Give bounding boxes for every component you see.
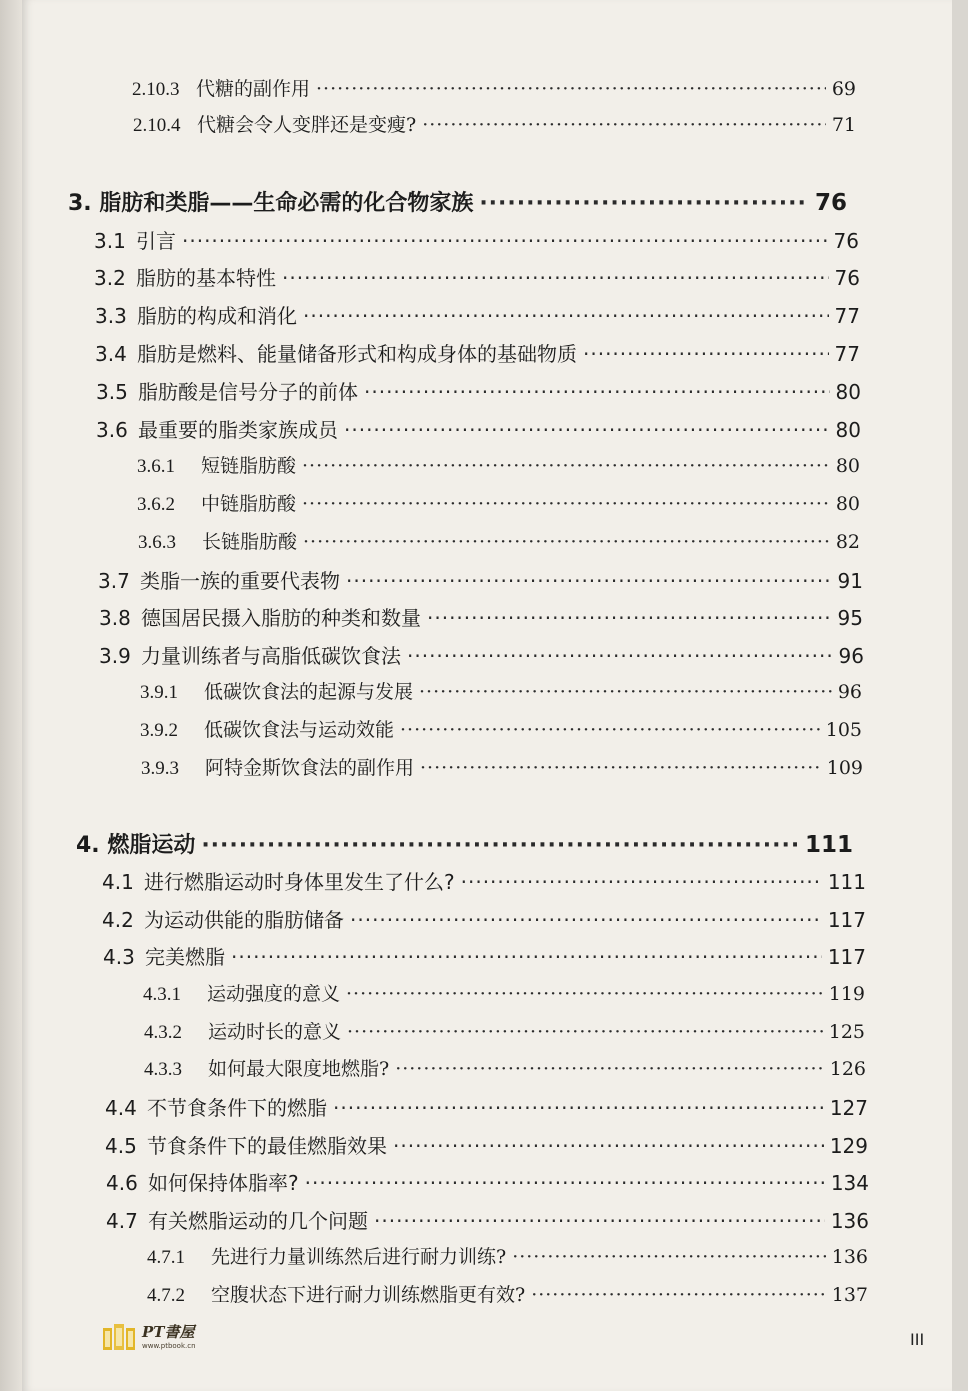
leader-dots <box>305 1171 825 1195</box>
page-number: III <box>910 1330 925 1349</box>
page-ref: 77 <box>834 342 860 366</box>
toc-entry <box>106 1205 869 1234</box>
toc-entry <box>133 110 856 137</box>
page-ref: 76 <box>833 229 859 253</box>
section-number: 4.5 <box>105 1134 137 1158</box>
section-number: 3.6.1 <box>137 456 175 477</box>
toc-entry <box>105 1092 868 1121</box>
toc-entry <box>138 527 860 554</box>
page-ref: 136 <box>830 1209 869 1233</box>
section-title: 4. 燃脂运动 <box>76 833 196 858</box>
toc-entry <box>98 565 863 594</box>
leader-dots <box>531 1284 826 1306</box>
section-number: 2.10.3 <box>132 79 180 100</box>
toc-entry <box>102 904 866 933</box>
section-title: 代糖的副作用 <box>196 78 311 100</box>
toc-entry <box>143 979 865 1006</box>
leader-dots <box>420 757 821 779</box>
page-ref: 117 <box>827 945 866 969</box>
section-title: 3. 脂肪和类脂——生命必需的化合物家族 <box>68 191 474 216</box>
page-ref: 71 <box>831 114 856 136</box>
section-title: 进行燃脂运动时身体里发生了什么? <box>144 870 455 894</box>
section-number: 3.5 <box>96 380 128 404</box>
section-title: 先进行力量训练然后进行耐力训练? <box>211 1246 507 1268</box>
toc-entry <box>95 300 860 329</box>
leader-dots <box>461 870 822 894</box>
section-title: 阿特金斯饮食法的副作用 <box>205 757 415 779</box>
page-ref: 82 <box>835 531 860 553</box>
section-title: 力量训练者与高脂低碳饮食法 <box>141 644 401 668</box>
section-number: 3.1 <box>94 229 126 253</box>
section-title: 空腹状态下进行耐力训练燃脂更有效? <box>211 1284 526 1306</box>
page-ref: 80 <box>835 455 860 477</box>
toc-page <box>22 0 952 1391</box>
section-number: 3.9.1 <box>140 682 178 703</box>
leader-dots <box>302 493 830 515</box>
section-title: 节食条件下的最佳燃脂效果 <box>147 1134 387 1158</box>
toc-entry <box>105 1130 868 1159</box>
page-ref: 129 <box>829 1134 868 1158</box>
section-title: 脂肪是燃料、能量储备形式和构成身体的基础物质 <box>137 342 577 366</box>
section-title: 运动强度的意义 <box>207 983 341 1005</box>
page-ref: 76 <box>814 190 847 216</box>
toc-entry <box>99 640 864 669</box>
page-ref: 69 <box>831 78 856 100</box>
section-number: 3.6 <box>96 418 128 442</box>
section-number: 3.6.2 <box>137 494 175 515</box>
section-number: 4.7.1 <box>147 1247 185 1268</box>
page-ref: 119 <box>828 983 865 1005</box>
page-ref: 109 <box>826 757 863 779</box>
toc-entry <box>95 338 860 367</box>
section-title: 完美燃脂 <box>145 945 225 969</box>
leader-dots <box>419 681 832 703</box>
section-number: 2.10.4 <box>133 115 181 136</box>
toc-entry <box>106 1167 869 1196</box>
logo-url: www.ptbook.cn <box>142 1341 196 1350</box>
page-ref: 91 <box>837 569 863 593</box>
leader-dots <box>393 1134 824 1158</box>
section-title: 中链脂肪酸 <box>201 493 297 515</box>
page-ref: 134 <box>830 1171 869 1195</box>
section-title: 代糖会令人变胖还是变瘦? <box>197 114 417 136</box>
leader-dots <box>350 908 822 932</box>
page-ref: 95 <box>837 606 863 630</box>
section-title: 脂肪的构成和消化 <box>137 304 297 328</box>
page-ref: 136 <box>831 1246 868 1268</box>
section-title: 为运动供能的脂肪储备 <box>144 908 344 932</box>
section-number: 3.9 <box>99 644 131 668</box>
section-number: 4.4 <box>105 1096 137 1120</box>
section-number: 4.1 <box>102 870 134 894</box>
section-title: 德国居民摄入脂肪的种类和数量 <box>141 606 421 630</box>
page-ref: 77 <box>834 304 860 328</box>
leader-dots <box>344 418 830 442</box>
section-number: 4.3.3 <box>144 1059 182 1080</box>
section-title: 最重要的脂类家族成员 <box>138 418 338 442</box>
leader-dots <box>346 569 832 593</box>
section-title: 长链脂肪酸 <box>202 531 298 553</box>
page-ref: 137 <box>831 1284 868 1306</box>
toc-entry <box>94 225 859 254</box>
page-ref: 80 <box>835 493 860 515</box>
toc-entry <box>141 753 863 780</box>
section-number: 4.6 <box>106 1171 138 1195</box>
toc-entry <box>68 186 847 217</box>
toc-entry <box>137 489 860 516</box>
section-title: 类脂一族的重要代表物 <box>140 569 340 593</box>
page-ref: 105 <box>825 719 862 741</box>
section-title: 不节食条件下的燃脂 <box>147 1096 327 1120</box>
leader-dots <box>407 644 833 668</box>
logo-title: PT書屋 <box>142 1322 195 1341</box>
publisher-logo <box>102 1322 196 1352</box>
leader-dots <box>201 833 799 858</box>
page-ref: 80 <box>835 418 861 442</box>
toc-entry <box>144 1054 866 1081</box>
toc-entry <box>144 1017 865 1044</box>
leader-dots <box>333 1096 824 1120</box>
leader-dots <box>182 229 828 253</box>
section-number: 4.2 <box>102 908 134 932</box>
section-number: 4.7.2 <box>147 1285 185 1306</box>
leader-dots <box>282 266 829 290</box>
leader-dots <box>303 531 830 553</box>
leader-dots <box>395 1058 824 1080</box>
toc-entry <box>94 262 860 291</box>
toc-entry <box>147 1242 868 1269</box>
section-number: 4.3.1 <box>143 984 181 1005</box>
section-number: 3.2 <box>94 266 126 290</box>
toc-entry <box>102 866 866 895</box>
section-number: 4.3 <box>103 945 135 969</box>
toc-entry <box>147 1280 868 1307</box>
leader-dots <box>422 114 826 136</box>
section-title: 脂肪的基本特性 <box>136 266 276 290</box>
leader-dots <box>303 304 829 328</box>
toc-entry <box>140 677 862 704</box>
leader-dots <box>479 191 809 216</box>
page-ref: 126 <box>829 1058 866 1080</box>
toc-entry <box>76 828 853 859</box>
section-title: 如何保持体脂率? <box>148 1171 299 1195</box>
toc-entry <box>103 941 866 970</box>
page-ref: 96 <box>838 644 864 668</box>
page-ref: 96 <box>837 681 862 703</box>
section-title: 短链脂肪酸 <box>201 455 297 477</box>
section-number: 3.7 <box>98 569 130 593</box>
page-ref: 117 <box>827 908 866 932</box>
toc-entry <box>99 602 863 631</box>
leader-dots <box>512 1246 826 1268</box>
book-gutter <box>0 0 22 1391</box>
page-ref: 111 <box>804 832 853 858</box>
page-ref: 125 <box>828 1021 865 1043</box>
section-title: 引言 <box>136 229 176 253</box>
leader-dots <box>374 1209 825 1233</box>
toc-entry <box>140 715 862 742</box>
section-number: 3.9.2 <box>140 720 178 741</box>
toc-entry <box>96 414 861 443</box>
section-number: 3.4 <box>95 342 127 366</box>
page-ref: 127 <box>829 1096 868 1120</box>
leader-dots <box>302 455 830 477</box>
leader-dots <box>364 380 830 404</box>
leader-dots <box>400 719 820 741</box>
toc-entry <box>96 376 861 405</box>
page-ref: 80 <box>835 380 861 404</box>
section-title: 低碳饮食法与运动效能 <box>204 719 395 741</box>
section-number: 3.6.3 <box>138 532 176 553</box>
section-title: 运动时长的意义 <box>208 1021 342 1043</box>
section-number: 4.7 <box>106 1209 138 1233</box>
leader-dots <box>346 983 823 1005</box>
section-number: 3.9.3 <box>141 758 179 779</box>
book-logo-icon <box>102 1322 136 1352</box>
leader-dots <box>583 342 829 366</box>
section-number: 3.3 <box>95 304 127 328</box>
page-ref: 76 <box>834 266 860 290</box>
leader-dots <box>316 78 826 100</box>
section-number: 3.8 <box>99 606 131 630</box>
section-title: 如何最大限度地燃脂? <box>208 1058 390 1080</box>
leader-dots <box>427 606 832 630</box>
leader-dots <box>231 945 822 969</box>
section-number: 4.3.2 <box>144 1022 182 1043</box>
section-title: 脂肪酸是信号分子的前体 <box>138 380 358 404</box>
section-title: 低碳饮食法的起源与发展 <box>204 681 414 703</box>
section-title: 有关燃脂运动的几个问题 <box>148 1209 368 1233</box>
toc-entry <box>137 451 860 478</box>
page-ref: 111 <box>827 870 866 894</box>
toc-entry <box>132 74 856 101</box>
leader-dots <box>347 1021 823 1043</box>
